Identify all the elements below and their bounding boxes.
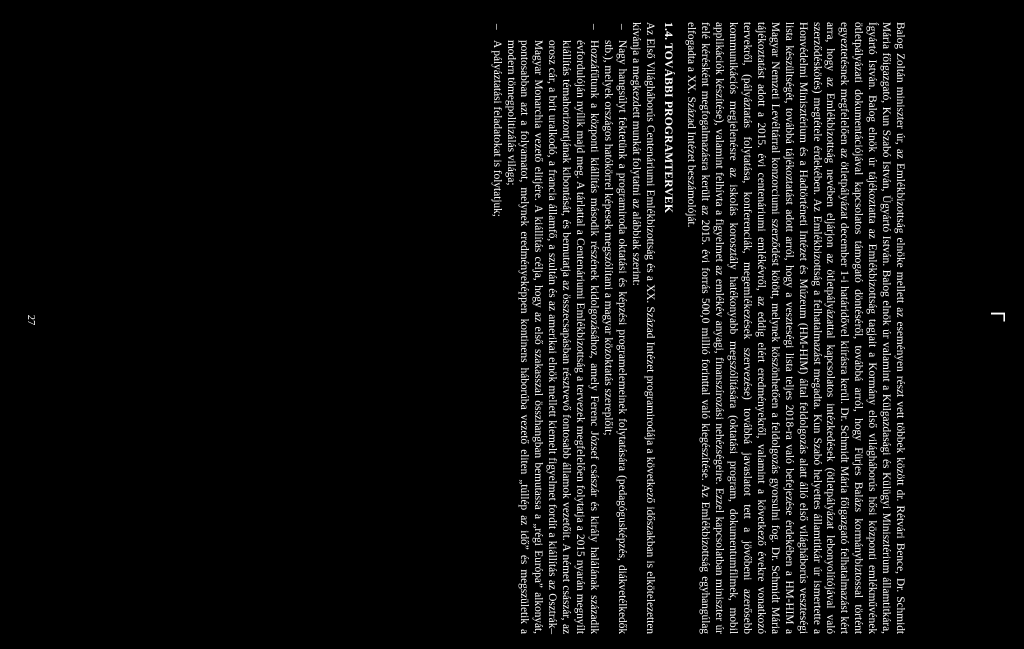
- program-list: [489, 22, 628, 634]
- section-heading: 1.4. TOVÁBBI PROGRAMTERVEK: [662, 22, 676, 214]
- page-number: 27: [25, 314, 36, 326]
- page-content: [489, 22, 906, 634]
- intro-paragraph: Az Első Világháborús Centenáriumi Emlékbizottság és a XX. Század Intézet programirodája a következő időszakban is elkötelezetten kívánja a megkezdett munkát folytatni az alábbiak szerint:: [629, 22, 656, 634]
- list-item: – Hozzáfűtunk a központi kiállítás második részének kidolgozásához, amely Ferenc József császár és király halálának századik évfordulóján nyílik majd meg. A tárlattal a Centenáriumi Emlékbizottság a tervezek megfelelően folytatja a 2015 nyarán megnyílt kiállítás témahorizontjának kibontását, és bemutatja az összecsapásban résztvevő fontosabb államok vezetőit. A német császár, az orosz cár, a brit uralkodó, a francia államfő, a szultán és az amerikai elnök mellett kiemelt figyelmet fordít a kiállítás az Osztrák–Magyar Monarchia vezető elitjére. A kiállítás célja, hogy az első szakasszal összhangban bemutassa a „régi Európa” alkonyát, pontosabban azt a folyamatot, melynek eredményeképpen kontinens háborúba vezető eliten „túllép az idő” és megszületik a modern tömegpolitizálás világa;: [503, 22, 600, 634]
- list-item: – A pályáztatási feladatokat is folytatjuk;: [489, 22, 503, 634]
- body-paragraph: Balog Zoltán miniszter úr, az Emlékbizottság elnöke mellett az eseményen részt vett többek között dr. Rétvári Bence, Dr. Schmidt Mária főigazgató, Kun Szabó István, Ügyártó István. Balog elnök úr valamint a Külgazdasági és Külügyi Minisztérium államtitkára, Ígyártó István. Balog elnök úr tájékoztatta az Emlékbizottság tagjait a Kormány első világháborús hősi központi emlékművének ötletpályázati dokumentációjával kapcsolatos támogató döntéséről, továbbá arról, hogy Fürjes Balázs kormánybiztossal történt egyeztetésnek megfelelően az ötletpályázat december 1-i határidővel kiírásra kerül. Dr. Schmidt Mária főigazgató felhatalmazást kért arra, hogy az Emlékbizottság nevében eljárjon az ötletpályázattal kapcsolatos intézkedések (ötletpályázat lebonyolítójával való szerződéskötés) megtétele érdekében. Az Emlékbizottság a felhatalmazást megadta. Kun Szabó helyettes államtitkár úr ismertette a Honvédelmi Minisztérium és a Hadtörténeti Intézet és Múzeum (HM-HIM) által feldolgozás alatt álló első világháborús veszteségi lista készültségét, továbbá tájékoztatást adott arról, hogy a veszteségi lista teljes 2018-ra való befejezése érdekében a HM-HIM a Magyar Nemzeti Levéltárral konzorciumi szerződést kötött, melynek köszönhetően a feldolgozás gyorsulni fog. Dr. Schmidt Mária tájékoztatást adott a 2015. évi centenáriumi emlékévről, az eddig elért eredményekről, valamint a következő évekre vonatkozó tervekről, (pályáztatás folytatása, konferenciák, megemlékezések szervezése) továbbá javaslatot tett a jövőbeni azerősebb kommunikációs megjelenésre az iskolás korosztály hatékonyabb megszólítására (oktatási program, dokumentumfilmek, mobil applikációk készítése), valamint felhívta a figyelmet az emlékév anyagi, finanszírozási nehézségeire. Ezzel kapcsolatban miniszter úr felé kérésként megfogalmazásra került az 2015. évi forrás 500,0 millió forinttal való kiegészítése. Az Emlékbizottság egyhangúlag elfogadta a XX. Század Intézet beszámolóját.: [685, 22, 906, 634]
- page-marker: Γ: [986, 311, 1008, 323]
- list-item: – Nagy hangsúlyt fektetünk a programiroda oktatási és képzési programelemeinek folytatására (pedagógusképzés, diákvetélkedők stb.), melyek országos hatókörrel képesek megszólítani a magyar közoktatás szereplőit;: [600, 22, 628, 634]
